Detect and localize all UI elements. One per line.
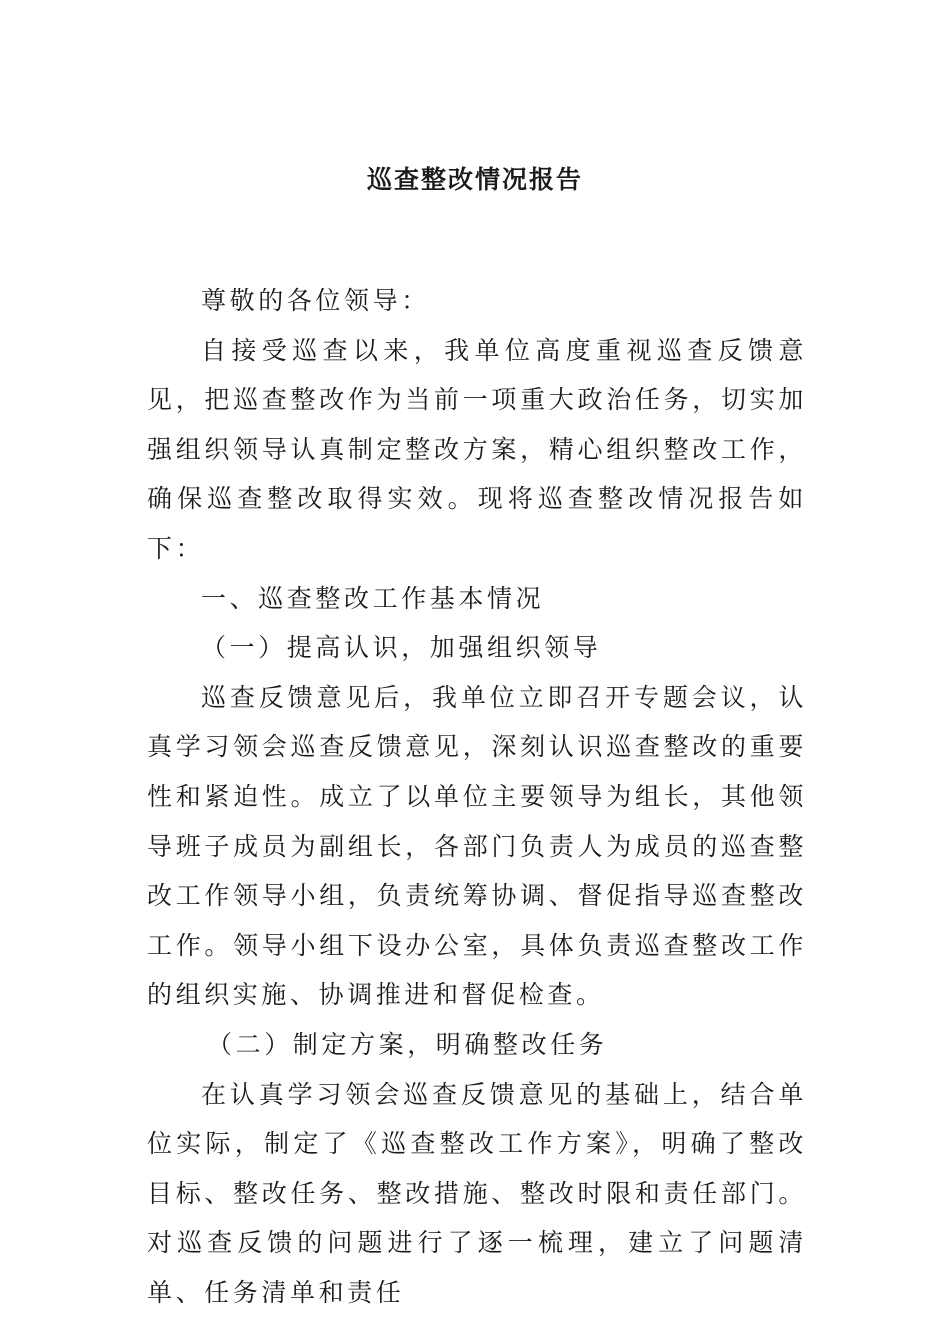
intro-paragraph: 自接受巡查以来，我单位高度重视巡查反馈意见，把巡查整改作为当前一项重大政治任务，切实加强组织领导认真制定整改方案，精心组织整改工作，确保巡查整改取得实效。现将巡查整改情况报告如下：	[147, 335, 807, 563]
document-body	[147, 276, 807, 1317]
document-title: 巡查整改情况报告	[366, 165, 583, 194]
subsection-heading-1: （一）提高认识，加强组织领导	[201, 633, 602, 663]
salutation: 尊敬的各位领导：	[201, 286, 430, 315]
section-heading-1: 一、巡查整改工作基本情况	[201, 583, 545, 613]
subsection-1-paragraph: 巡查反馈意见后，我单位立即召开专题会议，认真学习领会巡查反馈意见，深刻认识巡查整改的重要性和紧迫性。成立了以单位主要领导为组长，其他领导班子成员为副组长，各部门负责人为成员的巡查整改工作领导小组，负责统筹协调、督促指导巡查整改工作。领导小组下设办公室，具体负责巡查整改工作的组织实施、协调推进和督促检查。	[147, 682, 807, 1010]
subsection-2-paragraph: 在认真学习领会巡查反馈意见的基础上，结合单位实际，制定了《巡查整改工作方案》，明确了整改目标、整改任务、整改措施、整改时限和责任部门。对巡查反馈的问题进行了逐一梳理，建立了问题清单、任务清单和责任	[147, 1079, 807, 1307]
subsection-heading-2: （二）制定方案，明确整改任务	[207, 1029, 608, 1059]
